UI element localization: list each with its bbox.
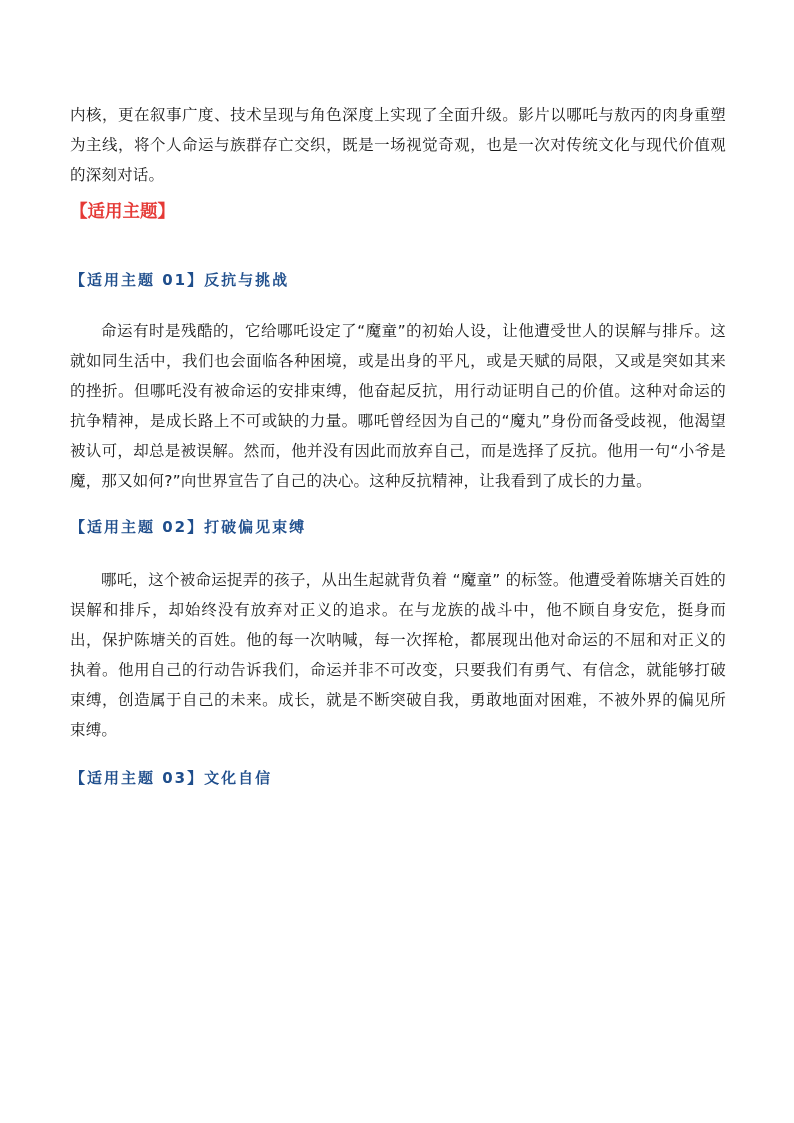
document-page	[70, 100, 726, 790]
topic-body-02: 哪吒，这个被命运捉弄的孩子，从出生起就背负着 “魔童” 的标签。他遭受着陈塘关百姓的误解和排斥，却始终没有放弃对正义的追求。在与龙族的战斗中，他不顾自身安危，挺身而出，保护陈塘关的百姓。他的每一次呐喊，每一次挥枪，都展现出他对命运的不屈和对正义的执着。他用自己的行动告诉我们，命运并非不可改变，只要我们有勇气、有信念，就能够打破束缚，创造属于自己的未来。成长，就是不断突破自我，勇敢地面对困难，不被外界的偏见所束缚。	[70, 571, 726, 739]
topic-heading-02: 【适用主题 02】打破偏见束缚	[70, 518, 307, 536]
topic-heading-01: 【适用主题 01】反抗与挑战	[70, 271, 290, 289]
intro-paragraph: 内核，更在叙事广度、技术呈现与角色深度上实现了全面升级。影片以哪吒与敖丙的肉身重塑为主线，将个人命运与族群存亡交织，既是一场视觉奇观，也是一次对传统文化与现代价值观的深刻对话。	[70, 106, 726, 184]
topic-body-01: 命运有时是残酷的，它给哪吒设定了“魔童”的初始人设，让他遭受世人的误解与排斥。这就如同生活中，我们也会面临各种困境，或是出身的平凡，或是天赋的局限，又或是突如其来的挫折。但哪吒没有被命运的安排束缚，他奋起反抗，用行动证明自己的价值。这种对命运的抗争精神，是成长路上不可或缺的力量。哪吒曾经因为自己的“魔丸”身份而备受歧视，他渴望被认可，却总是被误解。然而，他并没有因此而放弃自己，而是选择了反抗。他用一句“小爷是魔，那又如何?”向世界宣告了自己的决心。这种反抗精神，让我看到了成长的力量。	[70, 322, 726, 490]
topic-heading-03: 【适用主题 03】文化自信	[70, 769, 273, 787]
section-title: 【适用主题】	[70, 202, 175, 222]
